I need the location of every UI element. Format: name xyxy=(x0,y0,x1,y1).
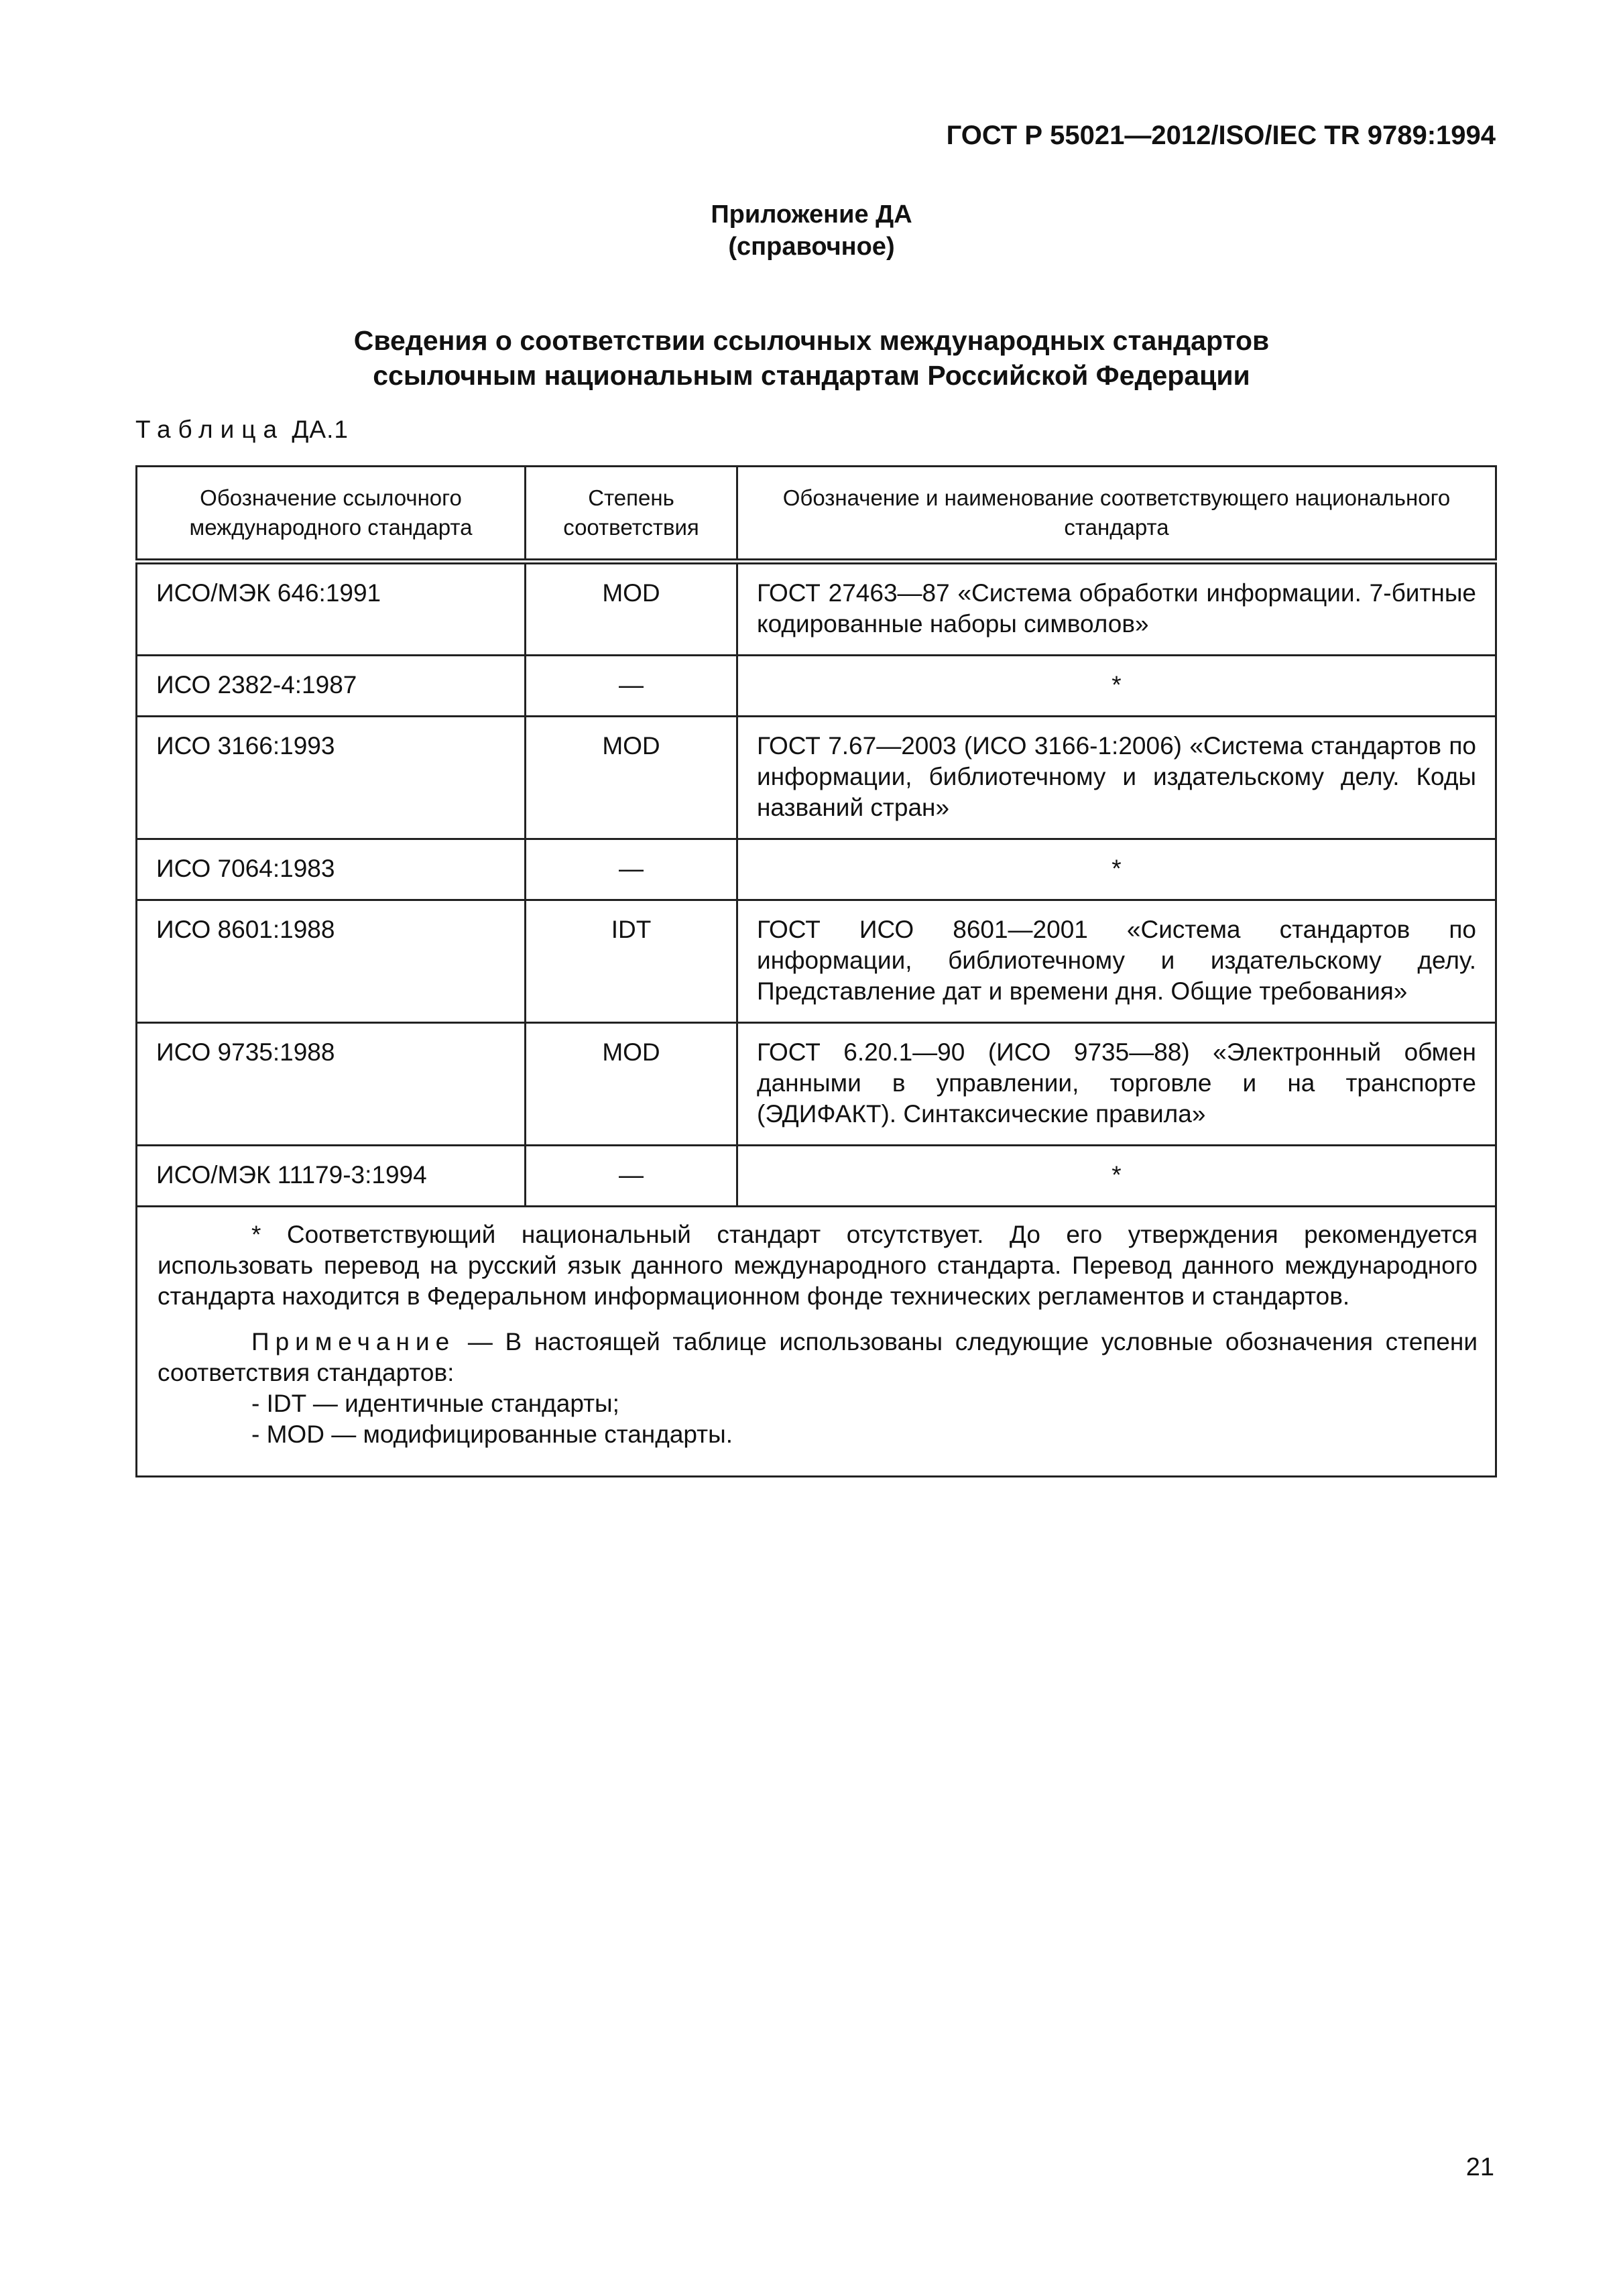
page-number: 21 xyxy=(1465,2153,1494,2181)
degree-cell: MOD xyxy=(526,1023,737,1146)
table-note xyxy=(158,1327,1478,1388)
column-header-national: Обозначение и наименование соответствующего национального стандарта xyxy=(737,467,1496,562)
table-caption xyxy=(135,416,349,444)
correspondence-table xyxy=(135,465,1497,1477)
degree-cell: — xyxy=(526,656,737,717)
international-standard-cell: ИСО 2382-4:1987 xyxy=(137,656,526,717)
column-header-degree: Степень соответствия xyxy=(526,467,737,562)
degree-cell: — xyxy=(526,839,737,900)
section-title xyxy=(0,323,1623,393)
degree-cell: MOD xyxy=(526,562,737,656)
degree-cell: MOD xyxy=(526,717,737,839)
table-row xyxy=(137,900,1496,1023)
table-row xyxy=(137,1146,1496,1207)
section-title-line-2: ссылочным национальным стандартам Российской Федерации xyxy=(373,360,1250,391)
table-notes-row xyxy=(137,1207,1496,1477)
table-footnote: * Соответствующий национальный стандарт отсутствует. До его утверждения рекомендуется использовать перевод на русский язык данного международного стандарта. Перевод данного международного стандарта находится в Федеральном информационном фонде технических регламентов и стандартов. xyxy=(158,1221,1478,1310)
international-standard-cell: ИСО 7064:1983 xyxy=(137,839,526,900)
note-item-idt: - IDT — идентичные стандарты; xyxy=(251,1390,619,1417)
national-standard-cell: * xyxy=(737,656,1496,717)
note-label: Примечание xyxy=(251,1328,456,1355)
table-row xyxy=(137,717,1496,839)
international-standard-cell: ИСО/МЭК 646:1991 xyxy=(137,562,526,656)
table-header-row xyxy=(137,467,1496,562)
table-row xyxy=(137,656,1496,717)
column-header-international: Обозначение ссылочного международного стандарта xyxy=(137,467,526,562)
table-caption-prefix: Таблица xyxy=(135,416,285,443)
table-caption-id: ДА.1 xyxy=(292,416,349,443)
table-row xyxy=(137,562,1496,656)
international-standard-cell: ИСО 3166:1993 xyxy=(137,717,526,839)
table-notes-cell xyxy=(137,1207,1496,1477)
appendix-heading xyxy=(0,198,1623,263)
degree-cell: — xyxy=(526,1146,737,1207)
appendix-title: Приложение ДА xyxy=(711,200,912,229)
note-item-mod: - MOD — модифицированные стандарты. xyxy=(251,1421,733,1448)
table-row xyxy=(137,1023,1496,1146)
national-standard-cell: * xyxy=(737,1146,1496,1207)
international-standard-cell: ИСО 9735:1988 xyxy=(137,1023,526,1146)
appendix-subtitle: (справочное) xyxy=(728,233,895,261)
international-standard-cell: ИСО/МЭК 11179-3:1994 xyxy=(137,1146,526,1207)
table-row xyxy=(137,839,1496,900)
national-standard-cell: * xyxy=(737,839,1496,900)
national-standard-cell: ГОСТ 27463—87 «Система обработки информации. 7-битные кодированные наборы символов» xyxy=(737,562,1496,656)
document-code-header: ГОСТ Р 55021—2012/ISO/IEC TR 9789:1994 xyxy=(946,121,1496,150)
national-standard-cell: ГОСТ ИСО 8601—2001 «Система стандартов по информации, библиотечному и издательскому делу. Представление дат и времени дня. Общие требования» xyxy=(737,900,1496,1023)
note-text: — В настоящей таблице использованы следующие условные обозначения степени соответствия стандартов: xyxy=(158,1328,1478,1386)
degree-cell: IDT xyxy=(526,900,737,1023)
national-standard-cell: ГОСТ 7.67—2003 (ИСО 3166-1:2006) «Система стандартов по информации, библиотечному и издательскому делу. Коды названий стран» xyxy=(737,717,1496,839)
section-title-line-1: Сведения о соответствии ссылочных международных стандартов xyxy=(353,325,1270,356)
national-standard-cell: ГОСТ 6.20.1—90 (ИСО 9735—88) «Электронный обмен данными в управлении, торговле и на транспорте (ЭДИФАКТ). Синтаксические правила» xyxy=(737,1023,1496,1146)
international-standard-cell: ИСО 8601:1988 xyxy=(137,900,526,1023)
